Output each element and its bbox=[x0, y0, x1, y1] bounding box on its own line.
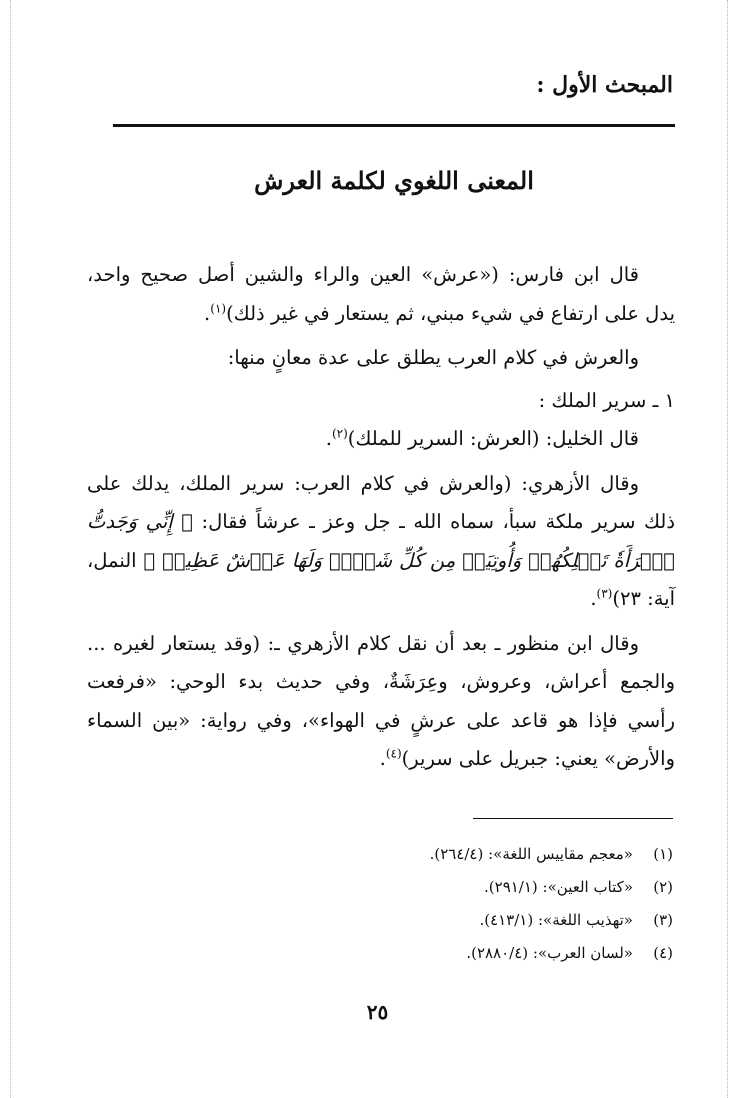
punctuation: . bbox=[379, 747, 386, 770]
footnote-text: «كتاب العين»: (٢٩١/١). bbox=[484, 878, 633, 896]
scan-edge-right bbox=[727, 0, 728, 1098]
paragraph-ibn-manzur bbox=[87, 625, 675, 779]
paragraph-text: قال الخليل: (العرش: السرير للملك) bbox=[347, 427, 639, 450]
footnote-item bbox=[113, 838, 673, 871]
paragraph-text: قال ابن فارس: («عرش» العين والراء والشين أصل صحيح واحد، يدل على ارتفاع في شيء مبني، ثم يستعار في غير ذلك) bbox=[87, 263, 675, 325]
item-heading-text: ١ ـ سرير الملك : bbox=[538, 388, 675, 412]
punctuation: . bbox=[325, 427, 332, 450]
paragraph-khalil bbox=[87, 420, 675, 459]
page-number: ٢٥ bbox=[366, 1000, 389, 1024]
paragraph-azhari bbox=[87, 465, 675, 619]
header-rule bbox=[113, 124, 675, 127]
punctuation: . bbox=[204, 301, 211, 325]
running-header: المبحث الأول : bbox=[536, 72, 673, 98]
item-heading-king-throne bbox=[87, 382, 675, 421]
verse-reference: النمل، آية: ٢٣) bbox=[87, 548, 675, 610]
paragraph-text: والعرش في كلام العرب يطلق على عدة معانٍ منها: bbox=[227, 346, 639, 369]
scan-edge-left bbox=[10, 0, 11, 1098]
footnote-item bbox=[113, 871, 673, 904]
footnote-number: (١) bbox=[653, 845, 673, 863]
footnote-ref-3: (٣) bbox=[596, 586, 613, 601]
paragraph-ibn-faris bbox=[87, 256, 675, 333]
punctuation: . bbox=[590, 587, 597, 610]
footnote-ref-4: (٤) bbox=[385, 746, 402, 761]
footnote-ref-1: (١) bbox=[210, 301, 227, 315]
footnote-number: (٣) bbox=[653, 911, 673, 929]
footnote-text: «لسان العرب»: (٢٨٨٠/٤). bbox=[466, 944, 633, 962]
paragraph-text: وقال الأزهري: (والعرش في كلام العرب: سرير الملك، يدلك على ذلك سرير ملكة سبأ، سماه الله ـ جل وعز ـ عرشاً فقال: bbox=[87, 471, 676, 533]
footnote-text: «معجم مقاييس اللغة»: (٢٦٤/٤). bbox=[429, 845, 633, 863]
body-text bbox=[87, 256, 675, 779]
section-title: المعنى اللغوي لكلمة العرش bbox=[254, 166, 534, 195]
footnote-item bbox=[113, 937, 673, 970]
footnote-number: (٢) bbox=[653, 878, 673, 896]
footnote-item bbox=[113, 904, 673, 937]
paragraph-meanings-intro bbox=[87, 339, 675, 378]
paragraph-text: وقال ابن منظور ـ بعد أن نقل كلام الأزهري ـ: (وقد يستعار لغيره ... والجمع أعراش، وعروش، وعِرَشَةٌ، وفي حديث بدء الوحي: «فرفعت رأسي فإذا هو قاعد على عرشٍ في الهواء»، وفي رواية: «بين السماء والأرض» يعني: جبريل على سرير) bbox=[87, 631, 675, 770]
quran-verse: ﴿ إِنِّي وَجَدتُّ ٱمۡرَأَةٗ تَمۡلِكُهُمۡ وَأُوتِيَتۡ مِن كُلِّ شَيۡءٖ وَلَهَا عَرۡشٌ عَظِيمٞ ﴾ bbox=[87, 510, 675, 572]
footnote-text: «تهذيب اللغة»: (٤١٣/١). bbox=[479, 911, 633, 929]
footnote-ref-2: (٢) bbox=[331, 426, 348, 441]
footnote-separator bbox=[473, 818, 673, 819]
footnotes bbox=[113, 838, 673, 970]
footnote-number: (٤) bbox=[653, 944, 673, 962]
